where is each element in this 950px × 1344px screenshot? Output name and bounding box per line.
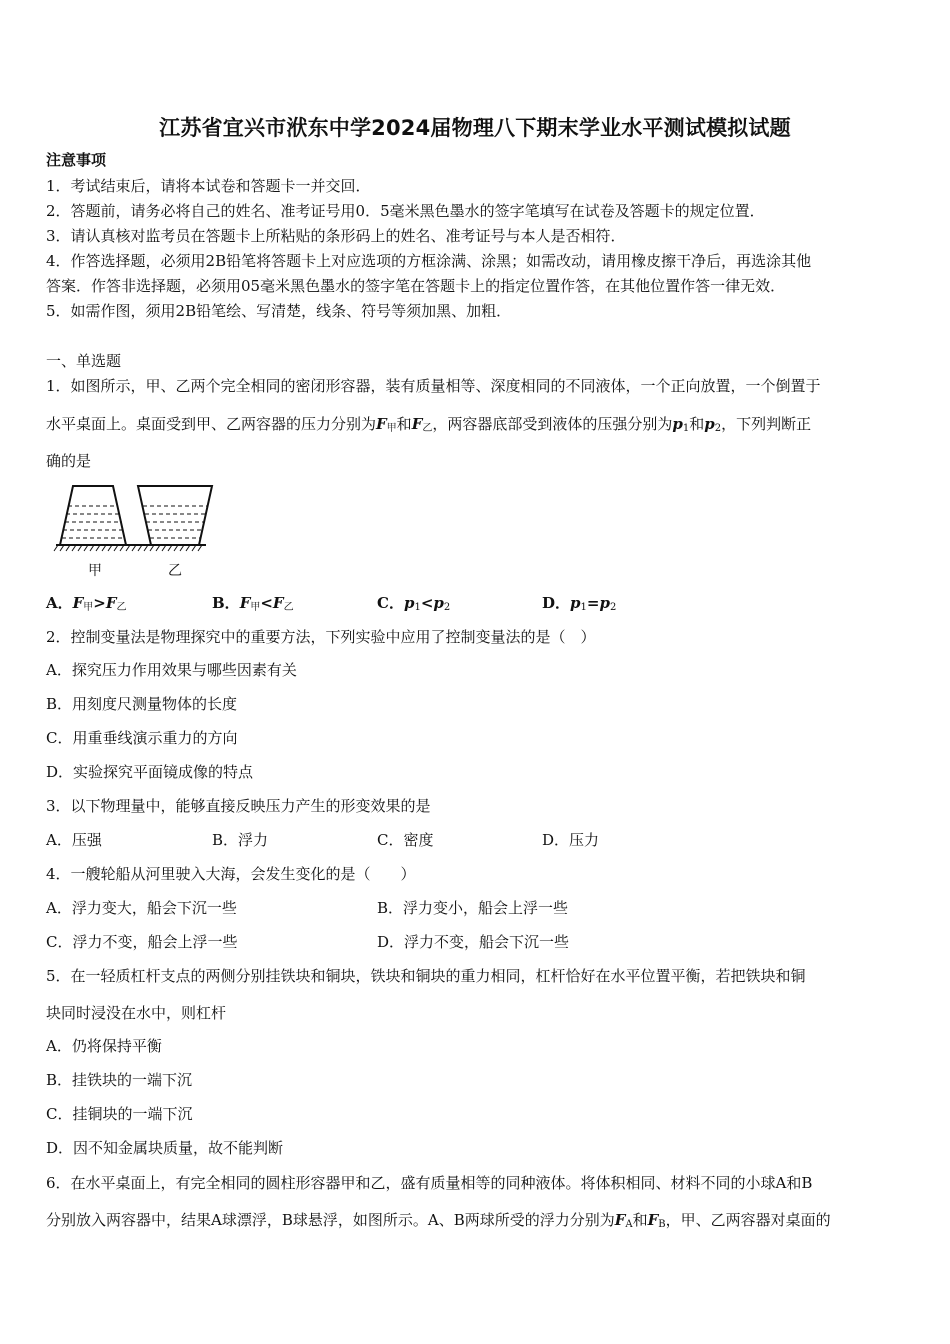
q1-relation: < [260,594,273,612]
q5-option-d: D．因不知金属块质量，故不能判断 [46,1139,284,1157]
q1-option-b [212,593,294,618]
q1-option-a [46,593,127,618]
q6-text: ，甲、乙两容器对桌面的 [665,1211,831,1229]
notice-item-2: 2．答题前，请务必将自己的姓名、准考证号用0．5毫米黑色墨水的签字笔填写在试卷及答题卡的规定位置． [46,202,765,220]
liquid-yi [143,506,207,538]
q6-text: 分别放入两容器中，结果A球漂浮，B球悬浮，如图所示。A、B两球所受的浮力分别为 [46,1211,615,1229]
q4-stem: 4．一艘轮船从河里驶入大海，会发生变化的是（ ） [46,865,416,883]
q5-option-a: A．仍将保持平衡 [46,1037,162,1055]
q3-option-b: B．浮力 [212,831,269,849]
notice-item-4-cont: 答案．作答非选择题，必须用05毫米黑色墨水的签字笔在答题卡上的指定位置作答，在其他位置作答一律无效． [46,277,786,295]
q1-relation: < [420,594,434,612]
q1-text: 和 [396,415,412,433]
q1-sub: 乙 [283,602,294,613]
q1-sub: 甲 [386,423,397,434]
q3-option-d: D．压力 [542,831,600,849]
q1-option-c [377,593,450,618]
q2-option-a: A．探究压力作用效果与哪些因素有关 [46,661,297,679]
q1-stem-line2 [46,414,811,439]
q1-text: 水平桌面上。桌面受到甲、乙两容器的压力分别为 [46,415,377,433]
q1-symbol: p [704,415,715,433]
notice-heading: 注意事项 [46,151,107,169]
q6-symbol: F [647,1211,659,1229]
notice-item-4: 4．作答选择题，必须用2B铅笔将答题卡上对应选项的方框涂满、涂黑；如需改动，请用橡皮擦干净后，再选涂其他 [46,252,812,270]
q1-option-d [542,593,616,618]
q5-stem-line2: 块同时浸没在水中，则杠杆 [46,1004,227,1022]
q1-stem-line1: 1．如图所示，甲、乙两个完全相同的密闭形容器，装有质量相等、深度相同的不同液体，一个正向放置，一个倒置于 [46,377,821,395]
page-title: 江苏省宜兴市洑东中学2024届物理八下期末学业水平测试模拟试题 [159,116,791,140]
container-yi [138,486,212,545]
q6-sub: A [625,1219,633,1230]
q1-symbol: p [570,594,581,612]
q1-symbol: p [599,594,610,612]
q1-sub: 甲 [250,602,261,613]
q6-symbol: F [614,1211,626,1229]
q1-relation: > [93,594,106,612]
q4-option-c: C．浮力不变，船会上浮一些 [46,933,238,951]
q6-sub: B [658,1219,666,1230]
q1-symbol: F [272,594,284,612]
q6-stem-line2 [46,1210,831,1235]
liquid-jia [62,506,124,538]
option-label: C． [377,594,404,612]
q1-sub: 1 [414,602,421,613]
section-heading: 一、单选题 [46,352,122,370]
q5-option-c: C．挂铜块的一端下沉 [46,1105,193,1123]
q1-stem-line3: 确的是 [46,452,92,470]
container-jia [60,486,126,545]
q1-figure [46,484,216,579]
option-label: D． [542,594,571,612]
q1-symbol: F [411,415,423,433]
q1-relation: = [586,594,600,612]
figure-label-jia: 甲 [88,563,102,579]
q2-option-c: C．用重垂线演示重力的方向 [46,729,238,747]
q1-sub: 甲 [83,602,94,613]
q5-option-b: B．挂铁块的一端下沉 [46,1071,193,1089]
q1-text: ，下列判断正 [721,415,812,433]
q1-sub: 2 [609,602,617,613]
q6-text: 和 [632,1211,648,1229]
q2-stem: 2．控制变量法是物理探究中的重要方法，下列实验中应用了控制变量法的是（ ） [46,628,596,646]
q1-symbol: p [433,594,444,612]
q1-symbol: p [672,415,683,433]
q1-sub: 乙 [422,423,433,434]
q5-stem-line1: 5．在一轻质杠杆支点的两侧分别挂铁块和铜块，铁块和铜块的重力相同，杠杆恰好在水平位置平衡，若把铁块和铜 [46,967,806,985]
q1-sub: 2 [714,423,722,434]
q3-stem: 3．以下物理量中，能够直接反映压力产生的形变效果的是 [46,797,431,815]
q4-option-b: B．浮力变小，船会上浮一些 [377,899,569,917]
q1-text: 和 [689,415,705,433]
option-label: A． [46,594,73,612]
q1-sub: 2 [443,602,451,613]
q4-option-a: A．浮力变大，船会下沉一些 [46,899,237,917]
q1-sub: 1 [580,602,587,613]
containers-diagram [46,484,216,554]
q1-text: ，两容器底部受到液体的压强分别为 [432,415,673,433]
q3-option-c: C．密度 [377,831,434,849]
q4-option-d: D．浮力不变，船会下沉一些 [377,933,570,951]
option-label: B． [212,594,240,612]
q1-symbol: F [105,594,117,612]
q2-option-b: B．用刻度尺测量物体的长度 [46,695,238,713]
q3-option-a: A．压强 [46,831,102,849]
notice-item-3: 3．请认真核对监考员在答题卡上所粘贴的条形码上的姓名、准考证号与本人是否相符． [46,227,626,245]
q1-sub: 1 [682,423,690,434]
q2-option-d: D．实验探究平面镜成像的特点 [46,763,254,781]
q6-stem-line1: 6．在水平桌面上，有完全相同的圆柱形容器甲和乙，盛有质量相等的同种液体。将体积相同、材料不同的小球A和B [46,1174,813,1192]
q1-symbol: F [376,415,387,433]
q1-symbol: F [239,594,251,612]
notice-item-5: 5．如需作图，须用2B铅笔绘、写清楚，线条、符号等须加黑、加粗． [46,302,512,320]
q1-symbol: p [403,594,415,612]
q1-symbol: F [72,594,84,612]
q1-sub: 乙 [116,602,127,613]
notice-item-1: 1．考试结束后，请将本试卷和答题卡一并交回． [46,177,371,195]
figure-label-yi: 乙 [168,563,182,579]
